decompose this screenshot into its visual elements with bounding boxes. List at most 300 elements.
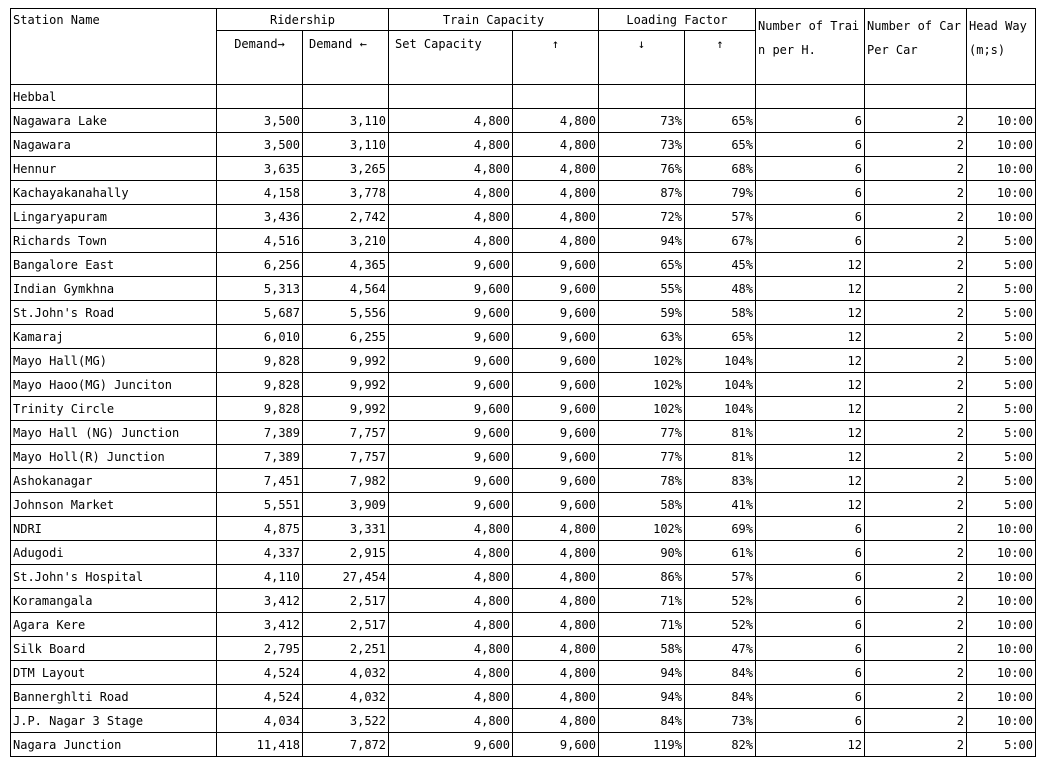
demand-down-cell: 11,418: [217, 733, 303, 757]
table-row: [11, 85, 1036, 109]
demand-up-cell: 2,517: [303, 613, 389, 637]
capacity-up-cell: 4,800: [513, 685, 599, 709]
set-capacity-cell: 4,800: [389, 637, 513, 661]
station-name-cell: Mayo Haoo(MG) Junciton: [11, 373, 217, 397]
headway-cell: 5:00: [967, 325, 1036, 349]
demand-up-cell: 3,522: [303, 709, 389, 733]
set-capacity-cell: 4,800: [389, 565, 513, 589]
trains-per-hour-cell: 6: [756, 613, 865, 637]
cars-cell: 2: [865, 565, 967, 589]
demand-up-cell: [303, 85, 389, 109]
trains-per-hour-cell: 6: [756, 205, 865, 229]
demand-down-cell: 3,412: [217, 589, 303, 613]
cars-cell: 2: [865, 181, 967, 205]
cars-cell: 2: [865, 109, 967, 133]
demand-down-cell: 6,010: [217, 325, 303, 349]
set-capacity-cell: 9,600: [389, 325, 513, 349]
headway-cell: 10:00: [967, 109, 1036, 133]
header-number-of-car: Number of Car Per Car: [865, 9, 967, 85]
loading-factor-down-cell: 86%: [599, 565, 685, 589]
trains-per-hour-cell: 12: [756, 397, 865, 421]
cars-cell: 2: [865, 541, 967, 565]
loading-factor-down-cell: 102%: [599, 397, 685, 421]
capacity-up-cell: 4,800: [513, 133, 599, 157]
header-train-capacity: Train Capacity: [389, 9, 599, 31]
loading-factor-down-cell: 63%: [599, 325, 685, 349]
cars-cell: 2: [865, 325, 967, 349]
headway-cell: [967, 85, 1036, 109]
header-set-capacity: Set Capacity: [389, 31, 513, 85]
demand-up-cell: 2,251: [303, 637, 389, 661]
demand-up-cell: 3,210: [303, 229, 389, 253]
set-capacity-cell: 4,800: [389, 181, 513, 205]
cars-cell: 2: [865, 589, 967, 613]
loading-factor-up-cell: 65%: [685, 133, 756, 157]
loading-factor-down-cell: 94%: [599, 661, 685, 685]
headway-cell: 5:00: [967, 277, 1036, 301]
capacity-up-cell: 4,800: [513, 181, 599, 205]
header-demand-down: Demand→: [217, 31, 303, 85]
headway-cell: 5:00: [967, 493, 1036, 517]
demand-down-cell: 6,256: [217, 253, 303, 277]
capacity-up-cell: 4,800: [513, 709, 599, 733]
headway-cell: 5:00: [967, 733, 1036, 757]
demand-up-cell: 6,255: [303, 325, 389, 349]
station-name-cell: St.John's Road: [11, 301, 217, 325]
set-capacity-cell: 4,800: [389, 229, 513, 253]
demand-up-cell: 5,556: [303, 301, 389, 325]
table-row: [11, 229, 1036, 253]
trains-per-hour-cell: 6: [756, 109, 865, 133]
trains-per-hour-cell: 12: [756, 493, 865, 517]
set-capacity-cell: 9,600: [389, 421, 513, 445]
table-row: [11, 709, 1036, 733]
header-lf-down-arrow: ↓: [599, 31, 685, 85]
set-capacity-cell: 9,600: [389, 469, 513, 493]
trains-per-hour-cell: 6: [756, 133, 865, 157]
demand-up-cell: 3,110: [303, 109, 389, 133]
cars-cell: [865, 85, 967, 109]
loading-factor-up-cell: [685, 85, 756, 109]
set-capacity-cell: 4,800: [389, 613, 513, 637]
station-name-cell: Indian Gymkhna: [11, 277, 217, 301]
set-capacity-cell: 4,800: [389, 661, 513, 685]
demand-up-cell: 3,778: [303, 181, 389, 205]
capacity-up-cell: 9,600: [513, 277, 599, 301]
demand-down-cell: 4,524: [217, 661, 303, 685]
cars-cell: 2: [865, 373, 967, 397]
station-name-cell: DTM Layout: [11, 661, 217, 685]
trains-per-hour-cell: 6: [756, 517, 865, 541]
table-row: [11, 373, 1036, 397]
loading-factor-up-cell: 104%: [685, 349, 756, 373]
loading-factor-down-cell: 119%: [599, 733, 685, 757]
demand-down-cell: 3,412: [217, 613, 303, 637]
demand-down-cell: 5,551: [217, 493, 303, 517]
station-name-cell: Lingaryapuram: [11, 205, 217, 229]
headway-cell: 10:00: [967, 517, 1036, 541]
headway-cell: 5:00: [967, 253, 1036, 277]
cars-cell: 2: [865, 709, 967, 733]
set-capacity-cell: 4,800: [389, 109, 513, 133]
loading-factor-down-cell: 55%: [599, 277, 685, 301]
loading-factor-up-cell: 52%: [685, 589, 756, 613]
ridership-table: [10, 8, 1036, 757]
cars-cell: 2: [865, 733, 967, 757]
set-capacity-cell: 9,600: [389, 277, 513, 301]
demand-up-cell: 3,909: [303, 493, 389, 517]
headway-cell: 10:00: [967, 685, 1036, 709]
cars-cell: 2: [865, 469, 967, 493]
demand-up-cell: 9,992: [303, 349, 389, 373]
capacity-up-cell: 9,600: [513, 373, 599, 397]
table-row: [11, 325, 1036, 349]
capacity-up-cell: 9,600: [513, 733, 599, 757]
demand-up-cell: 4,365: [303, 253, 389, 277]
set-capacity-cell: 4,800: [389, 589, 513, 613]
header-station-name: Station Name: [11, 9, 217, 31]
station-name-cell: Nagawara Lake: [11, 109, 217, 133]
table-row: [11, 205, 1036, 229]
set-capacity-cell: 4,800: [389, 133, 513, 157]
loading-factor-down-cell: 84%: [599, 709, 685, 733]
demand-up-cell: 27,454: [303, 565, 389, 589]
loading-factor-down-cell: 102%: [599, 373, 685, 397]
cars-cell: 2: [865, 229, 967, 253]
set-capacity-cell: 9,600: [389, 253, 513, 277]
trains-per-hour-cell: 12: [756, 445, 865, 469]
station-name-cell: Nagara Junction: [11, 733, 217, 757]
demand-up-cell: 3,331: [303, 517, 389, 541]
table-row: [11, 613, 1036, 637]
trains-per-hour-cell: [756, 85, 865, 109]
demand-down-cell: 4,158: [217, 181, 303, 205]
demand-up-cell: 7,757: [303, 421, 389, 445]
demand-down-cell: 7,389: [217, 445, 303, 469]
table-row: [11, 685, 1036, 709]
headway-cell: 10:00: [967, 157, 1036, 181]
trains-per-hour-cell: 6: [756, 637, 865, 661]
capacity-up-cell: [513, 85, 599, 109]
trains-per-hour-cell: 6: [756, 589, 865, 613]
table-row: [11, 349, 1036, 373]
trains-per-hour-cell: 12: [756, 469, 865, 493]
capacity-up-cell: 4,800: [513, 517, 599, 541]
table-row: [11, 493, 1036, 517]
station-name-cell: Mayo Holl(R) Junction: [11, 445, 217, 469]
capacity-up-cell: 9,600: [513, 397, 599, 421]
table-row: [11, 589, 1036, 613]
capacity-up-cell: 9,600: [513, 493, 599, 517]
demand-up-cell: 4,564: [303, 277, 389, 301]
table-row: [11, 109, 1036, 133]
trains-per-hour-cell: 12: [756, 373, 865, 397]
table-row: [11, 277, 1036, 301]
demand-up-cell: 7,982: [303, 469, 389, 493]
station-name-cell: Hebbal: [11, 85, 217, 109]
set-capacity-cell: 4,800: [389, 205, 513, 229]
table-row: [11, 469, 1036, 493]
capacity-up-cell: 9,600: [513, 325, 599, 349]
station-name-cell: Adugodi: [11, 541, 217, 565]
demand-up-cell: 2,742: [303, 205, 389, 229]
cars-cell: 2: [865, 685, 967, 709]
set-capacity-cell: 4,800: [389, 541, 513, 565]
trains-per-hour-cell: 6: [756, 541, 865, 565]
demand-up-cell: 3,110: [303, 133, 389, 157]
station-name-cell: Johnson Market: [11, 493, 217, 517]
headway-cell: 10:00: [967, 541, 1036, 565]
set-capacity-cell: 4,800: [389, 157, 513, 181]
cars-cell: 2: [865, 349, 967, 373]
table-row: [11, 253, 1036, 277]
headway-cell: 5:00: [967, 445, 1036, 469]
headway-cell: 10:00: [967, 205, 1036, 229]
headway-cell: 5:00: [967, 229, 1036, 253]
loading-factor-down-cell: 76%: [599, 157, 685, 181]
demand-up-cell: 9,992: [303, 373, 389, 397]
capacity-up-cell: 4,800: [513, 637, 599, 661]
loading-factor-down-cell: 102%: [599, 349, 685, 373]
demand-up-cell: 4,032: [303, 661, 389, 685]
set-capacity-cell: 9,600: [389, 397, 513, 421]
headway-cell: 10:00: [967, 565, 1036, 589]
trains-per-hour-cell: 12: [756, 325, 865, 349]
demand-down-cell: 3,500: [217, 109, 303, 133]
loading-factor-up-cell: 82%: [685, 733, 756, 757]
loading-factor-up-cell: 52%: [685, 613, 756, 637]
headway-cell: 5:00: [967, 301, 1036, 325]
loading-factor-up-cell: 65%: [685, 109, 756, 133]
headway-cell: 10:00: [967, 613, 1036, 637]
headway-cell: 5:00: [967, 421, 1036, 445]
trains-per-hour-cell: 12: [756, 733, 865, 757]
loading-factor-up-cell: 41%: [685, 493, 756, 517]
trains-per-hour-cell: 6: [756, 229, 865, 253]
header-loading-factor: Loading Factor: [599, 9, 756, 31]
header-demand-up: Demand ←: [303, 31, 389, 85]
loading-factor-down-cell: 73%: [599, 133, 685, 157]
demand-down-cell: 4,875: [217, 517, 303, 541]
header-capacity-up-arrow: ↑: [513, 31, 599, 85]
demand-down-cell: [217, 85, 303, 109]
station-name-cell: Hennur: [11, 157, 217, 181]
header-station-blank: [11, 31, 217, 85]
loading-factor-up-cell: 67%: [685, 229, 756, 253]
cars-cell: 2: [865, 277, 967, 301]
loading-factor-up-cell: 83%: [685, 469, 756, 493]
demand-up-cell: 2,517: [303, 589, 389, 613]
trains-per-hour-cell: 6: [756, 685, 865, 709]
loading-factor-up-cell: 81%: [685, 421, 756, 445]
station-name-cell: J.P. Nagar 3 Stage: [11, 709, 217, 733]
loading-factor-up-cell: 48%: [685, 277, 756, 301]
headway-cell: 10:00: [967, 133, 1036, 157]
loading-factor-down-cell: 78%: [599, 469, 685, 493]
capacity-up-cell: 4,800: [513, 541, 599, 565]
cars-cell: 2: [865, 613, 967, 637]
table-row: [11, 133, 1036, 157]
station-name-cell: Kachayakanahally: [11, 181, 217, 205]
loading-factor-down-cell: 58%: [599, 493, 685, 517]
capacity-up-cell: 9,600: [513, 469, 599, 493]
station-name-cell: Silk Board: [11, 637, 217, 661]
capacity-up-cell: 4,800: [513, 613, 599, 637]
trains-per-hour-cell: 12: [756, 277, 865, 301]
station-name-cell: Bannerghlti Road: [11, 685, 217, 709]
loading-factor-down-cell: [599, 85, 685, 109]
loading-factor-down-cell: 73%: [599, 109, 685, 133]
demand-up-cell: 7,757: [303, 445, 389, 469]
loading-factor-up-cell: 79%: [685, 181, 756, 205]
cars-cell: 2: [865, 637, 967, 661]
loading-factor-up-cell: 84%: [685, 685, 756, 709]
loading-factor-down-cell: 65%: [599, 253, 685, 277]
demand-up-cell: 2,915: [303, 541, 389, 565]
set-capacity-cell: 9,600: [389, 301, 513, 325]
loading-factor-down-cell: 77%: [599, 445, 685, 469]
table-row: [11, 637, 1036, 661]
cars-cell: 2: [865, 253, 967, 277]
loading-factor-up-cell: 57%: [685, 205, 756, 229]
cars-cell: 2: [865, 133, 967, 157]
table-row: [11, 181, 1036, 205]
demand-down-cell: 7,389: [217, 421, 303, 445]
demand-down-cell: 4,516: [217, 229, 303, 253]
set-capacity-cell: 9,600: [389, 349, 513, 373]
table-row: [11, 565, 1036, 589]
trains-per-hour-cell: 6: [756, 661, 865, 685]
demand-down-cell: 4,034: [217, 709, 303, 733]
loading-factor-down-cell: 72%: [599, 205, 685, 229]
capacity-up-cell: 4,800: [513, 205, 599, 229]
set-capacity-cell: 4,800: [389, 685, 513, 709]
demand-down-cell: 9,828: [217, 373, 303, 397]
station-name-cell: Ashokanagar: [11, 469, 217, 493]
capacity-up-cell: 9,600: [513, 349, 599, 373]
table-row: [11, 397, 1036, 421]
demand-down-cell: 4,337: [217, 541, 303, 565]
set-capacity-cell: 9,600: [389, 445, 513, 469]
set-capacity-cell: 9,600: [389, 373, 513, 397]
cars-cell: 2: [865, 205, 967, 229]
loading-factor-down-cell: 58%: [599, 637, 685, 661]
station-name-cell: Bangalore East: [11, 253, 217, 277]
cars-cell: 2: [865, 517, 967, 541]
loading-factor-down-cell: 87%: [599, 181, 685, 205]
demand-down-cell: 4,524: [217, 685, 303, 709]
demand-down-cell: 3,436: [217, 205, 303, 229]
trains-per-hour-cell: 6: [756, 157, 865, 181]
headway-cell: 10:00: [967, 181, 1036, 205]
demand-up-cell: 4,032: [303, 685, 389, 709]
set-capacity-cell: 4,800: [389, 517, 513, 541]
table-row: [11, 421, 1036, 445]
loading-factor-down-cell: 102%: [599, 517, 685, 541]
loading-factor-down-cell: 94%: [599, 685, 685, 709]
loading-factor-up-cell: 81%: [685, 445, 756, 469]
set-capacity-cell: [389, 85, 513, 109]
station-name-cell: Kamaraj: [11, 325, 217, 349]
loading-factor-up-cell: 45%: [685, 253, 756, 277]
headway-cell: 5:00: [967, 349, 1036, 373]
header-row-1: [11, 9, 1036, 31]
demand-down-cell: 3,635: [217, 157, 303, 181]
station-name-cell: Richards Town: [11, 229, 217, 253]
cars-cell: 2: [865, 445, 967, 469]
trains-per-hour-cell: 12: [756, 301, 865, 325]
cars-cell: 2: [865, 493, 967, 517]
headway-cell: 10:00: [967, 709, 1036, 733]
table-row: [11, 733, 1036, 757]
cars-cell: 2: [865, 421, 967, 445]
headway-cell: 5:00: [967, 469, 1036, 493]
cars-cell: 2: [865, 301, 967, 325]
demand-down-cell: 7,451: [217, 469, 303, 493]
capacity-up-cell: 9,600: [513, 253, 599, 277]
loading-factor-down-cell: 71%: [599, 589, 685, 613]
station-name-cell: St.John's Hospital: [11, 565, 217, 589]
trains-per-hour-cell: 12: [756, 349, 865, 373]
loading-factor-up-cell: 69%: [685, 517, 756, 541]
capacity-up-cell: 9,600: [513, 445, 599, 469]
demand-down-cell: 2,795: [217, 637, 303, 661]
header-lf-up-arrow: ↑: [685, 31, 756, 85]
demand-down-cell: 4,110: [217, 565, 303, 589]
demand-down-cell: 5,313: [217, 277, 303, 301]
station-name-cell: Nagawara: [11, 133, 217, 157]
demand-down-cell: 5,687: [217, 301, 303, 325]
station-name-cell: Trinity Circle: [11, 397, 217, 421]
headway-cell: 10:00: [967, 661, 1036, 685]
loading-factor-up-cell: 104%: [685, 397, 756, 421]
capacity-up-cell: 9,600: [513, 421, 599, 445]
capacity-up-cell: 4,800: [513, 661, 599, 685]
headway-cell: 10:00: [967, 589, 1036, 613]
header-ridership: Ridership: [217, 9, 389, 31]
capacity-up-cell: 4,800: [513, 565, 599, 589]
trains-per-hour-cell: 6: [756, 181, 865, 205]
loading-factor-down-cell: 90%: [599, 541, 685, 565]
table-row: [11, 661, 1036, 685]
loading-factor-up-cell: 73%: [685, 709, 756, 733]
loading-factor-up-cell: 61%: [685, 541, 756, 565]
capacity-up-cell: 4,800: [513, 109, 599, 133]
loading-factor-down-cell: 94%: [599, 229, 685, 253]
headway-cell: 5:00: [967, 373, 1036, 397]
demand-up-cell: 3,265: [303, 157, 389, 181]
station-name-cell: NDRI: [11, 517, 217, 541]
table-row: [11, 157, 1036, 181]
header-head-way: Head Way (m;s): [967, 9, 1036, 85]
trains-per-hour-cell: 12: [756, 421, 865, 445]
demand-down-cell: 3,500: [217, 133, 303, 157]
loading-factor-down-cell: 59%: [599, 301, 685, 325]
capacity-up-cell: 4,800: [513, 229, 599, 253]
demand-up-cell: 9,992: [303, 397, 389, 421]
table-row: [11, 445, 1036, 469]
loading-factor-up-cell: 68%: [685, 157, 756, 181]
table-row: [11, 517, 1036, 541]
trains-per-hour-cell: 12: [756, 253, 865, 277]
table-row: [11, 301, 1036, 325]
header-number-of-train: Number of Train per H.: [756, 9, 865, 85]
set-capacity-cell: 9,600: [389, 493, 513, 517]
loading-factor-up-cell: 84%: [685, 661, 756, 685]
station-name-cell: Mayo Hall(MG): [11, 349, 217, 373]
capacity-up-cell: 4,800: [513, 157, 599, 181]
station-name-cell: Mayo Hall (NG) Junction: [11, 421, 217, 445]
